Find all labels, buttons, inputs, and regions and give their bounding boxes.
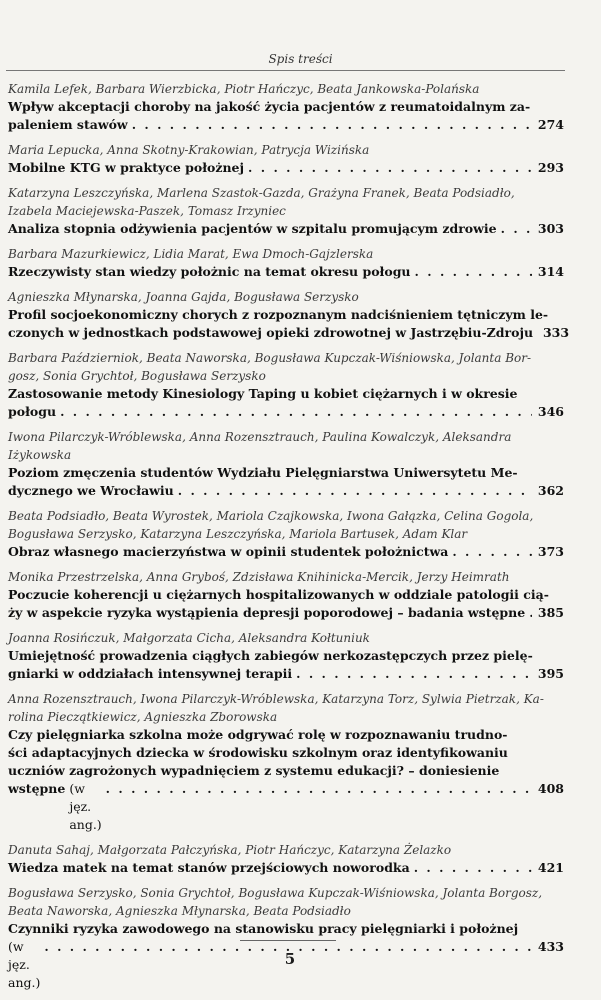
dot-leader — [414, 859, 532, 877]
toc-entry — [8, 629, 564, 683]
entry-title — [8, 647, 564, 683]
entry-title — [8, 464, 564, 500]
title-line: Rzeczywisty stan wiedzy położnic na temat okresu połogu — [8, 264, 411, 279]
authors-line: gosz, Sonia Grychtoł, Bogusława Serzysko — [8, 369, 266, 383]
dot-leader — [501, 220, 532, 238]
authors-line: Anna Rozensztrauch, Iwona Pilarczyk-Wróblewska, Katarzyna Torz, Sylwia Pietrzak, Ka- — [8, 692, 544, 706]
title-line: Wpływ akceptacji choroby na jakość życia pacjentów z reumatoidalnym za- — [8, 99, 531, 114]
entry-authors — [8, 629, 564, 647]
entry-authors — [8, 841, 564, 859]
authors-line: Iwona Pilarczyk-Wróblewska, Anna Rozensztrauch, Paulina Kowalczyk, Aleksandra — [8, 430, 512, 444]
entry-authors — [8, 349, 564, 385]
title-last-line — [8, 263, 564, 281]
authors-line: Barbara Mazurkiewicz, Lidia Marat, Ewa Dmoch-Gajzlerska — [8, 247, 374, 261]
dot-leader — [60, 403, 532, 421]
title-line: połogu — [8, 404, 57, 419]
entry-title — [8, 220, 564, 238]
dot-leader — [296, 665, 532, 683]
entry-page-number: 293 — [537, 160, 564, 175]
entry-title — [8, 726, 564, 834]
toc-entry — [8, 884, 564, 992]
authors-line: Maria Lepucka, Anna Skotny-Krakowian, Patrycja Wizińska — [8, 143, 370, 157]
authors-line: Danuta Sahaj, Małgorzata Pałczyńska, Piotr Hańczyc, Katarzyna Żelazko — [8, 843, 452, 857]
footer-divider — [240, 940, 336, 941]
entry-authors — [8, 428, 564, 464]
toc-entry — [8, 568, 564, 622]
entry-page-number: 421 — [537, 860, 564, 875]
entry-page-number: 314 — [537, 264, 564, 279]
title-line: Wiedza matek na temat stanów przejściowych noworodka — [8, 860, 410, 875]
toc-entry — [8, 428, 564, 500]
authors-line: Bogusława Serzysko, Katarzyna Leszczyńska, Mariola Bartusek, Adam Klar — [8, 527, 468, 541]
dot-leader — [178, 482, 532, 500]
entry-authors — [8, 568, 564, 586]
entry-authors — [8, 288, 564, 306]
entry-title — [8, 586, 564, 622]
dot-leader — [452, 543, 532, 561]
title-last-line — [8, 665, 564, 683]
title-line: paleniem stawów — [8, 117, 128, 132]
dot-leader — [529, 604, 532, 622]
entry-title — [8, 306, 570, 342]
entry-authors — [8, 690, 564, 726]
dot-leader — [132, 116, 532, 134]
entry-authors — [8, 507, 564, 543]
toc-entry — [8, 184, 564, 238]
authors-line: Kamila Lefek, Barbara Wierzbicka, Piotr Hańczyc, Beata Jankowska-Polańska — [8, 82, 480, 96]
language-note: (w jęz. ang.) — [8, 939, 41, 990]
entry-authors — [8, 80, 564, 98]
title-last-line — [8, 403, 564, 421]
title-line: Czy pielęgniarka szkolna może odgrywać rolę w rozpoznawaniu trudno- — [8, 727, 508, 742]
language-note: (w jęz. ang.) — [69, 781, 102, 832]
title-line: Umiejętność prowadzenia ciągłych zabiegów nerkozastępczych przez pielę- — [8, 648, 533, 663]
entry-page-number: 333 — [542, 325, 570, 340]
authors-line: Beata Naworska, Agnieszka Młynarska, Beata Podsiadło — [8, 904, 351, 918]
title-line: Analiza stopnia odżywienia pacjentów w szpitalu promującym zdrowie — [8, 221, 497, 236]
authors-line: Bogusława Serzysko, Sonia Grychtoł, Bogusława Kupczak-Wiśniowska, Jolanta Borgosz, — [8, 886, 543, 900]
title-line: Zastosowanie metody Kinesiology Taping u kobiet ciężarnych i w okresie — [8, 386, 518, 401]
toc-entry — [8, 245, 564, 281]
title-last-line — [8, 859, 564, 877]
title-last-line — [8, 482, 564, 500]
title-line: Profil socjoekonomiczny chorych z rozpoznanym nadciśnieniem tętniczym le- — [8, 307, 549, 322]
title-last-line — [8, 220, 564, 238]
title-line: Czynniki ryzyka zawodowego na stanowisku pracy pielęgniarki i położnej — [8, 921, 519, 936]
entry-page-number: 385 — [537, 605, 564, 620]
dot-leader — [248, 159, 532, 177]
entry-page-number: 433 — [537, 939, 564, 954]
toc-entry — [8, 841, 564, 877]
entry-page-number: 274 — [537, 117, 564, 132]
table-of-contents — [8, 80, 570, 999]
title-line: czonych w jednostkach podstawowej opieki zdrowotnej w Jastrzębiu-Zdroju — [8, 325, 534, 340]
entry-title — [8, 98, 564, 134]
entry-authors — [8, 884, 564, 920]
authors-line: Barbara Październiok, Beata Naworska, Bogusława Kupczak-Wiśniowska, Jolanta Bor- — [8, 351, 532, 365]
entry-page-number: 408 — [537, 781, 564, 796]
title-last-line — [8, 116, 564, 134]
entry-authors — [8, 141, 564, 159]
dot-leader — [106, 780, 532, 798]
entry-page-number: 373 — [537, 544, 564, 559]
entry-title — [8, 159, 564, 177]
authors-line: Beata Podsiadło, Beata Wyrostek, Mariola Czajkowska, Iwona Gałązka, Celina Gogola, — [8, 509, 534, 523]
authors-line: Joanna Rosińczuk, Małgorzata Cicha, Aleksandra Kołtuniuk — [8, 631, 370, 645]
title-line: wstępne — [8, 781, 66, 796]
authors-line: rolina Pieczątkiewicz, Agnieszka Zborowska — [8, 710, 278, 724]
entry-page-number: 395 — [537, 666, 564, 681]
toc-entry — [8, 690, 564, 834]
title-last-line — [8, 324, 570, 342]
title-line: Poziom zmęczenia studentów Wydziału Pielęgniarstwa Uniwersytetu Me- — [8, 465, 518, 480]
entry-title — [8, 859, 564, 877]
title-last-line — [8, 543, 564, 561]
authors-line: Monika Przestrzelska, Anna Gryboś, Zdzisława Knihinicka-Mercik, Jerzy Heimrath — [8, 570, 510, 584]
entry-title — [8, 263, 564, 281]
authors-line: Katarzyna Leszczyńska, Marlena Szastok-Gazda, Grażyna Franek, Beata Podsiadło, — [8, 186, 515, 200]
authors-line: Iżykowska — [8, 448, 72, 462]
entry-authors — [8, 245, 564, 263]
running-header: Spis treści — [268, 52, 333, 66]
entry-page-number: 362 — [537, 483, 564, 498]
title-line: dycznego we Wrocławiu — [8, 483, 174, 498]
header-divider — [6, 70, 565, 71]
entry-title — [8, 385, 564, 421]
toc-entry — [8, 288, 570, 342]
entry-title — [8, 543, 564, 561]
authors-line: Izabela Maciejewska-Paszek, Tomasz Irzyniec — [8, 204, 286, 218]
page-number: 5 — [284, 950, 296, 968]
toc-entry — [8, 141, 564, 177]
authors-line: Agnieszka Młynarska, Joanna Gajda, Bogusława Serzysko — [8, 290, 359, 304]
entry-page-number: 303 — [537, 221, 564, 236]
title-line: Obraz własnego macierzyństwa w opinii studentek położnictwa — [8, 544, 449, 559]
title-line: gniarki w oddziałach intensywnej terapii — [8, 666, 293, 681]
toc-entry — [8, 80, 564, 134]
title-last-line — [8, 604, 564, 622]
title-line: uczniów zagrożonych wypadnięciem z systemu edukacji? – doniesienie — [8, 763, 500, 778]
title-last-line — [8, 159, 564, 177]
title-line: ży w aspekcie ryzyka wystąpienia depresji poporodowej – badania wstępne — [8, 605, 526, 620]
toc-entry — [8, 507, 564, 561]
entry-page-number: 346 — [537, 404, 564, 419]
dot-leader — [415, 263, 532, 281]
title-last-line — [8, 780, 564, 834]
title-line: Mobilne KTG w praktyce położnej — [8, 160, 245, 175]
toc-entry — [8, 349, 564, 421]
title-line: Poczucie koherencji u ciężarnych hospitalizowanych w oddziale patologii cią- — [8, 587, 549, 602]
title-line: ści adaptacyjnych dziecka w środowisku szkolnym oraz identyfikowaniu — [8, 745, 508, 760]
entry-authors — [8, 184, 564, 220]
